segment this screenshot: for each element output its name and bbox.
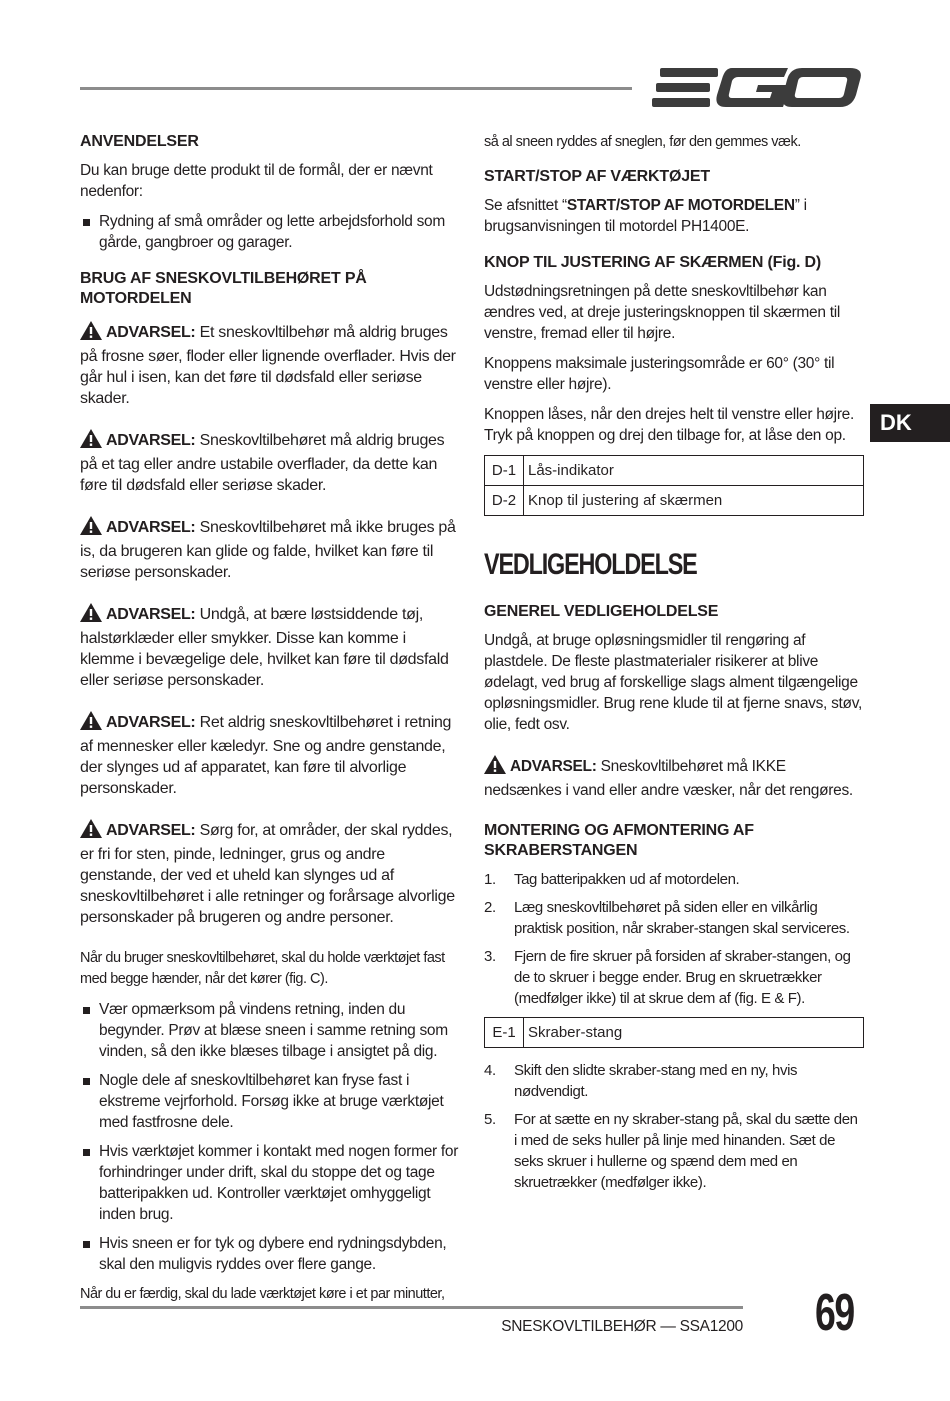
warning-block: [80, 516, 460, 583]
warning-icon: [80, 819, 102, 844]
paragraph: Du kan bruge dette produkt til de formål, der er nævnt nedenfor:: [80, 162, 433, 200]
table-row: [485, 1018, 864, 1048]
warning-block: [80, 819, 460, 928]
table-cell-desc: Skraber-stang: [524, 1018, 864, 1048]
list-item: Nogle dele af sneskovltilbehøret kan fryse fast i ekstreme vejrforhold. Forsøg ikke at bruge værktøjet med fastfrosne dele.: [80, 1070, 460, 1133]
text-bold: START/STOP AF MOTORDELEN: [566, 197, 795, 214]
list-item: [484, 1060, 864, 1102]
paragraph: Undgå, at bruge opløsningsmidler til rengøring af plastdele. De fleste plastmaterialer risikerer at blive ødelagt, ved brug af forskellige slags alment tilgængelige opløsningsmidler. Brug rene klude til at fjerne snavs, støv, olie, fedt osv.: [484, 632, 862, 733]
warning-label: ADVARSEL:: [106, 519, 196, 536]
section-heading-generel: GENEREL VEDLIGEHOLDELSE: [484, 603, 719, 620]
section-heading-brug: BRUG AF SNESKOVLTILBEHØRET PÅ MOTORDELEN: [80, 270, 367, 307]
list-item: [484, 946, 864, 1009]
list-item: Vær opmærksom på vindens retning, inden du begynder. Prøv at blæse sneen i samme retning som vinden, så den ikke blæses tilbage i ansigtet på dig.: [80, 999, 460, 1062]
warning-text: Ret aldrig sneskovltilbehøret i retning af mennesker eller kæledyr. Sne og andre genstande, der slynges ud af apparatet, kan føre til alvorlige personskader.: [80, 714, 452, 797]
warning-icon: [80, 711, 102, 736]
warning-label: ADVARSEL:: [106, 822, 196, 839]
section-heading-knop: KNOP TIL JUSTERING AF SKÆRMEN (Fig. D): [484, 254, 822, 271]
warning-text: Sneskovltilbehøret må aldrig bruges på et tag eller andre ustabile overflader, da dette kan føre til dødsfald eller seriøse skader.: [80, 432, 445, 494]
list-item: [484, 1109, 864, 1193]
step-number: 2.: [484, 899, 496, 916]
warning-label: ADVARSEL:: [106, 606, 196, 623]
footer-title: SNESKOVLTILBEHØR — SSA1200: [501, 1318, 743, 1335]
numbered-list: [484, 869, 864, 1009]
section-heading-anvendelser: ANVENDELSER: [80, 133, 199, 150]
bullet-list: [80, 999, 460, 1275]
step-text: Tag batteripakken ud af motordelen.: [514, 871, 740, 888]
footer-rule: [80, 1306, 743, 1309]
step-text: For at sætte en ny skraber-stang på, skal du sætte den i med de seks huller på linje med hinanden. Sæt de seks skruer i hullerne og spænd dem med en skruetrækker (medfølger ikke).: [514, 1111, 858, 1191]
list-item: [484, 869, 864, 890]
table-cell-code: D-2: [485, 486, 524, 516]
paragraph: Knoppen låses, når den drejes helt til venstre eller højre. Tryk på knoppen og drej den tilbage for, at låse den op.: [484, 406, 855, 444]
warning-label: ADVARSEL:: [106, 432, 196, 449]
table-cell-desc: Knop til justering af skærmen: [524, 486, 864, 516]
warning-text: Undgå, at bære løstsiddende tøj, halstørklæder eller smykker. Disse kan komme i klemme i bevægelige dele, hvilket kan føre til dødsfald eller seriøse personskader.: [80, 606, 449, 689]
step-number: 1.: [484, 871, 496, 888]
warning-label: ADVARSEL:: [106, 714, 196, 731]
warning-icon: [80, 321, 102, 346]
warning-text: Et sneskovltilbehør må aldrig bruges på frosne søer, floder eller lignende overflader. Hvis der går hul i isen, kan det føre til dødsfald eller seriøse skader.: [80, 324, 456, 407]
step-text: Læg sneskovltilbehøret på siden eller en vilkårlig praktisk position, når skraber-stangen skal serviceres.: [514, 899, 850, 937]
right-column: [484, 132, 864, 1201]
left-column: [80, 132, 460, 1314]
warning-label: ADVARSEL:: [106, 324, 196, 341]
paragraph: [484, 195, 864, 237]
text-span: Se afsnittet “: [484, 197, 567, 214]
table-row: [485, 486, 864, 516]
section-heading-montering: MONTERING OG AFMONTERING AF SKRABERSTANGEN: [484, 822, 754, 859]
chapter-title: VEDLIGEHOLDELSE: [484, 548, 697, 581]
warning-label: ADVARSEL:: [510, 758, 597, 775]
text-span: ” i brugsanvisningen til motordel PH1400E.: [484, 197, 807, 235]
paragraph: så al sneen ryddes af sneglen, før den gemmes væk.: [484, 134, 801, 150]
step-text: Fjern de fire skruer på forsiden af skraber-stangen, og de to skruer i begge ender. Brug en skruetrækker (medfølger ikke) til at skrue dem af (fig. E & F).: [514, 948, 851, 1007]
warning-icon: [484, 755, 506, 780]
paragraph: Udstødningsretningen på dette sneskovltilbehør kan ændres ved, at dreje justeringsknoppen til skærmen til venstre, fremad eller til højre.: [484, 283, 840, 342]
section-heading-start-stop: START/STOP AF VÆRKTØJET: [484, 168, 710, 185]
warning-icon: [80, 516, 102, 541]
step-number: 5.: [484, 1111, 496, 1128]
paragraph: Når du bruger sneskovltilbehøret, skal du holde værktøjet fast med begge hænder, når det kører (fig. C).: [80, 950, 445, 987]
warning-icon: [80, 603, 102, 628]
table-cell-code: E-1: [485, 1018, 524, 1048]
warning-text: Sneskovltilbehøret må IKKE nedsænkes i vand eller andre væsker, når det rengøres.: [484, 758, 853, 799]
step-number: 3.: [484, 948, 496, 965]
legend-table-e: [484, 1017, 864, 1048]
list-item: Hvis sneen er for tyk og dybere end rydningsdybden, skal den muligvis ryddes over flere gange.: [80, 1233, 460, 1275]
bullet-list: [80, 211, 460, 253]
step-number: 4.: [484, 1062, 496, 1079]
language-tab: DK: [870, 404, 950, 442]
ego-logo: [652, 62, 862, 112]
table-cell-desc: Lås-indikator: [524, 456, 864, 486]
numbered-list: [484, 1060, 864, 1193]
header-rule: [80, 87, 632, 90]
list-item: Rydning af små områder og lette arbejdsforhold som gårde, gangbroer og garager.: [80, 211, 460, 253]
warning-block: [80, 711, 460, 799]
warning-block: [484, 755, 864, 801]
legend-table-d: [484, 455, 864, 516]
warning-text: Sørg for, at områder, der skal ryddes, er fri for sten, pinde, ledninger, grus og andre genstande, der ved et uheld kan slynges ud af sneskovltilbehøret i alle retninger og forårsage alvorlige personskader på brugeren og andre personer.: [80, 822, 455, 926]
paragraph: Knoppens maksimale justeringsområde er 60° (30° til venstre eller højre).: [484, 355, 835, 393]
list-item: [484, 897, 864, 939]
warning-block: [80, 429, 460, 496]
table-cell-code: D-1: [485, 456, 524, 486]
list-item: Hvis værktøjet kommer i kontakt med nogen former for forhindringer under drift, skal du stoppe det og tage batteripakken ud. Kontroller værktøjet omhyggeligt inden brug.: [80, 1141, 460, 1225]
paragraph: Når du er færdig, skal du lade værktøjet køre i et par minutter,: [80, 1286, 445, 1302]
table-row: [485, 456, 864, 486]
page-number: 69: [815, 1284, 854, 1342]
warning-block: [80, 603, 460, 691]
warning-text: Sneskovltilbehøret må ikke bruges på is, da brugeren kan glide og falde, hvilket kan føre til seriøse personskader.: [80, 519, 456, 581]
warning-icon: [80, 429, 102, 454]
step-text: Skift den slidte skraber-stang med en ny, hvis nødvendigt.: [514, 1062, 798, 1100]
warning-block: [80, 321, 460, 409]
